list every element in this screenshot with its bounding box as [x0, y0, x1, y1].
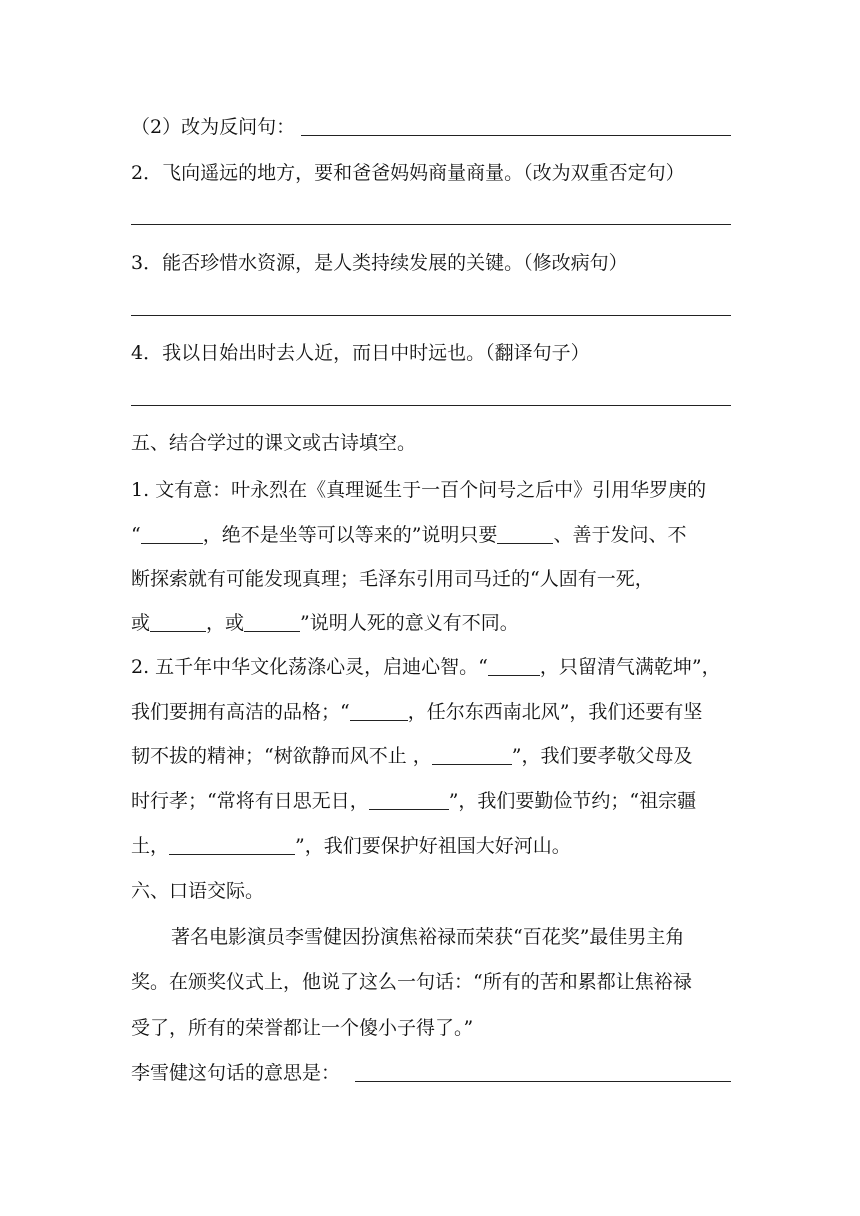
text: ”，我们要勤俭节约；“祖宗疆 [448, 790, 697, 812]
question-5-1-line-1: 1. 文有意：叶永烈在《真理诞生于一百个问号之后中》引用华罗庚的 [131, 479, 707, 501]
text: “ [131, 524, 141, 546]
question-5-2-line-2 [131, 700, 731, 724]
paragraph-line-3: 受了，所有的荣誉都让一个傻小子得了。” [131, 1017, 474, 1039]
answer-line[interactable] [131, 405, 731, 406]
text: 韧不拔的精神；“树欲静而风不止 ， [131, 745, 432, 767]
text: ，只留清气满乾坤”， [539, 656, 721, 678]
question-4-3: 3．能否珍惜水资源，是人类持续发展的关键。（修改病句） [131, 252, 628, 274]
answer-line[interactable] [131, 224, 731, 225]
question-5-2-line-1 [131, 655, 731, 679]
text: 时行孝；“常将有日思无日， [131, 790, 369, 812]
text: 我们要拥有高洁的品格；“ [131, 701, 350, 723]
fill-blank[interactable] [432, 746, 512, 765]
question-5-1-line-2 [131, 523, 731, 547]
section-5-heading: 五、结合学过的课文或古诗填空。 [131, 432, 417, 454]
text: 、善于发问、不 [553, 524, 687, 546]
fill-blank[interactable] [141, 525, 203, 544]
paragraph-line-2: 奖。在颁奖仪式上，他说了这么一句话：“所有的苦和累都让焦裕禄 [131, 971, 692, 993]
text: ”说明人死的意义有不同。 [300, 612, 519, 634]
text: 土， [131, 835, 170, 857]
fill-blank[interactable] [150, 613, 206, 632]
fill-blank[interactable] [350, 702, 408, 721]
section-6-heading: 六、口语交际。 [131, 880, 265, 902]
fill-blank[interactable] [244, 613, 300, 632]
question-5-2-line-5 [131, 834, 731, 858]
fill-blank[interactable] [497, 525, 553, 544]
question-label: （2）改为反问句： [131, 116, 296, 138]
answer-line[interactable] [301, 135, 731, 136]
fill-blank[interactable] [169, 836, 295, 855]
text: ，绝不是坐等可以等来的”说明只要 [202, 524, 498, 546]
text: ”，我们要孝敬父母及 [511, 745, 693, 767]
text: 或 [131, 612, 151, 634]
question-4-2: 2．飞向遥远的地方，要和爸爸妈妈商量商量。（改为双重否定句） [131, 162, 685, 184]
question-5-1-line-3: 断探索就有可能发现真理；毛泽东引用司马迁的“人固有一死， [131, 568, 654, 590]
question-5-2-line-3 [131, 744, 731, 768]
answer-line[interactable] [131, 315, 731, 316]
fill-blank[interactable] [369, 791, 449, 810]
question-5-1-line-4 [131, 611, 731, 635]
question-4-4: 4．我以日始出时去人近，而日中时远也。（翻译句子） [131, 342, 590, 364]
text: ，或 [206, 612, 245, 634]
text: ，任尔东西南北风”，我们还要有坚 [407, 701, 703, 723]
fill-blank[interactable] [488, 657, 540, 676]
answer-line[interactable] [355, 1081, 731, 1082]
text: ”，我们要保护好祖国大好河山。 [295, 835, 571, 857]
text: 2. 五千年中华文化荡涤心灵，启迪心智。“ [131, 656, 488, 678]
answer-label: 李雪健这句话的意思是： [131, 1062, 341, 1084]
paragraph-line-1: 著名电影演员李雪健因扮演焦裕禄而荣获“百花奖”最佳男主角 [171, 926, 685, 948]
question-5-2-line-4 [131, 789, 731, 813]
